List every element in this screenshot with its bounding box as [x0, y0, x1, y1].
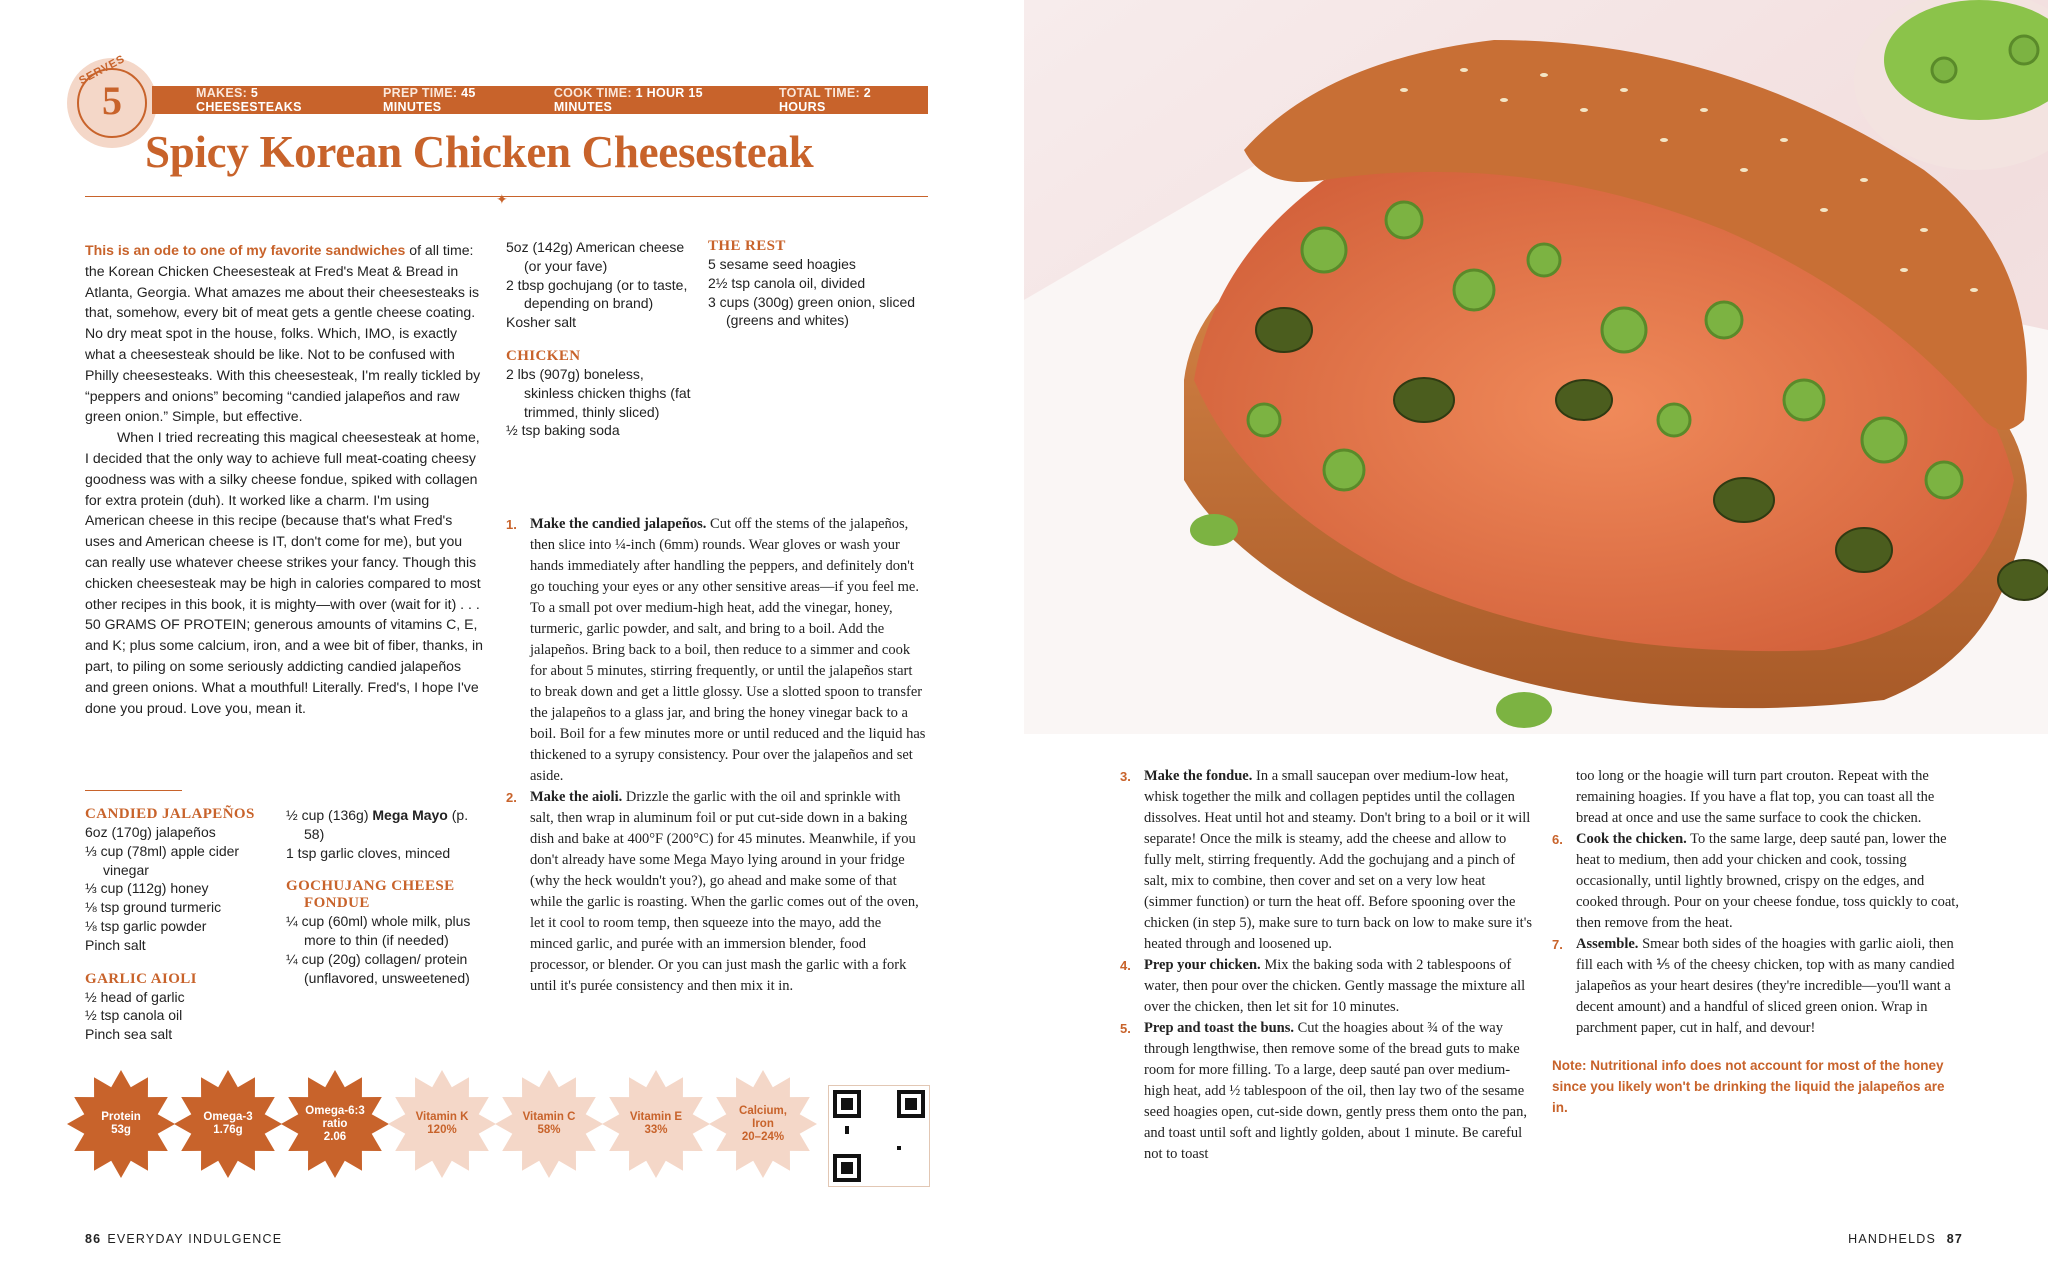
nutrient-name: Vitamin C — [522, 1111, 576, 1123]
step-text: Smear both sides of the hoagies with garlic aioli, then fill each with ⅕ of the cheesy chicken, top with as many candied jalapeños as your heart desires (they're incredible—you'll want a decent amount) and a handful of sliced green onion. Wrap in parchment paper, cut in half, and devour! — [1576, 936, 1955, 1036]
ingredient: 5 sesame seed hoagies — [708, 256, 856, 272]
intro-lead: This is an ode to one of my favorite sandwiches — [85, 242, 406, 258]
meta-label: MAKES: — [196, 86, 248, 100]
mayo-qty: ½ cup (136g) — [286, 807, 373, 823]
ingredient: Pinch salt — [85, 936, 146, 953]
meta-value: 1 HOUR 15 MINUTES — [553, 86, 703, 114]
step-title: Make the aioli. — [530, 789, 623, 805]
step-4 — [1120, 955, 1532, 1018]
ingredients-col-3 — [506, 238, 696, 440]
intro-p2: When I tried recreating this magical cheesesteak at home, I decided that the only way to achieve full meat-coating cheesy goodness was with a silky cheese fondue, spiked with collagen for extra protein (duh). It worked like a charm. I'm using American cheese in this recipe (because that's what Fred's uses and American cheese is IT, don't come for me), but you can really use whatever cheese strikes your fancy. Though this chicken cheesesteak may be high in calories compared to most other recipes in this book, it is mighty—with over (wait for it) . . . 50 GRAMS OF PROTEIN; generous amounts of vitamins C, E, and K; plus some calcium, iron, and a wee bit of fiber, thanks, in part, to piling on some seriously addicting candied jalapeños and green onions. What a mouthful! Literally. Fred's, I hope I've done you proud. Love you, mean it. — [85, 429, 483, 716]
ingredient: Kosher salt — [506, 314, 577, 331]
nutrient-name: Protein — [101, 1111, 141, 1123]
step-text: Cut the hoagies about ¾ of the way through lengthwise, then remove some of the bread guts to make room for more filling. To a large, deep sauté pan over medium-high heat, add ½ tablespoon of the oil, then lay two of the sesame seed hoagies open, cut-side down, gently press them onto the pan, and toast until soft and lightly golden, about 1 minute. Be careful not to toast — [1144, 1020, 1527, 1162]
step-title: Prep and toast the buns. — [1144, 1020, 1294, 1036]
candied-heading: CANDIED JALAPEÑOS — [85, 806, 255, 822]
ingredients-col-2 — [286, 806, 486, 988]
meta-makes — [196, 86, 361, 114]
nutrient-value: 58% — [537, 1124, 561, 1136]
nutrition-badge — [279, 1068, 391, 1180]
nutrition-badge — [386, 1068, 498, 1180]
ingredient: Pinch sea salt — [85, 1026, 173, 1043]
nutrition-badge — [172, 1068, 284, 1180]
sandwich-photo — [1024, 0, 2048, 734]
step-title: Prep your chicken. — [1144, 957, 1261, 973]
ingredient: 2 lbs (907g) boneless, skinless chicken thighs (fat trimmed, thinly sliced) — [506, 365, 691, 420]
step-text: Mix the baking soda with 2 tablespoons of water, then pour over the chicken. Gently massage the mixture all over the chicken, then let sit for 10 minutes. — [1144, 957, 1526, 1015]
folio-right — [1848, 1232, 1963, 1246]
nutrient-value: 20–24% — [741, 1130, 785, 1143]
ingredient: ¼ cup (20g) collagen/ protein (unflavored, unsweetened) — [286, 950, 470, 986]
step-text: Drizzle the garlic with the oil and sprinkle with salt, then wrap in aluminum foil or put cut-side down in a baking dish and bake at 400°F (200°C) for 45 minutes. Meanwhile, if you don't already have some Mega Mayo lying around in your fridge (why the heck wouldn't you?), go ahead and make some of that while the garlic is roasting. When the garlic comes out of the oven, let it cool to room temp, then squeeze into the mayo, add the minced garlic, and purée with an immersion blender, food processor, or blender. Or you can just mash the garlic with a fork until it's purée consistency and then mix it in. — [530, 789, 919, 994]
nutrition-badge — [65, 1068, 177, 1180]
step-2 — [506, 787, 926, 997]
nutrient-name: Vitamin E — [629, 1111, 683, 1123]
nutrient-value: 53g — [111, 1124, 131, 1136]
chicken-heading: CHICKEN — [506, 347, 581, 364]
qr-code-image — [829, 1086, 929, 1186]
page-number: 86 — [85, 1232, 102, 1246]
note-text: Nutritional info does not account for most of the honey since you likely won't be drinking the liquid the jalapeños are in. — [1552, 1058, 1945, 1115]
nutrition-badge — [707, 1068, 819, 1180]
nutrient-name: Vitamin K — [415, 1111, 469, 1123]
serves-value: 5 — [102, 78, 122, 123]
step-title: Cook the chicken. — [1576, 831, 1687, 847]
step-1 — [506, 514, 926, 787]
ingredient: ½ tsp canola oil — [85, 1007, 183, 1024]
step-title: Make the fondue. — [1144, 768, 1253, 784]
recipe-meta-bar — [152, 86, 928, 114]
step-number: 6. — [1552, 832, 1563, 847]
meta-value: 2 HOURS — [778, 86, 872, 114]
ingredient: ½ head of garlic — [85, 988, 185, 1005]
intro-p1: of all time: the Korean Chicken Cheesesteak at Fred's Meat & Bread in Atlanta, Georgia. What amazes me about their cheesesteaks is that, somehow, every bit of meat gets a gentle cheese coating. No dry meat spot in the house, folks. Which, IMO, is exactly what a cheesesteak should be like. Not to be confused with Philly cheesesteaks. With this cheesesteak, I'm really tickled by “peppers and onions” becoming “candied jalapeños and raw green onion.” Simple, but effective. — [85, 242, 481, 425]
section-rule — [85, 790, 182, 791]
meta-label: COOK TIME: — [553, 86, 632, 100]
ingredient: 6oz (170g) jalapeños — [85, 824, 216, 840]
nutrient-name: Omega-6:3 ratio — [305, 1104, 365, 1130]
aioli-heading: GARLIC AIOLI — [85, 970, 197, 987]
step-7 — [1552, 934, 1964, 1039]
section-name: HANDHELDS — [1848, 1232, 1936, 1246]
ingredient: 1 tsp garlic cloves, minced — [286, 844, 451, 861]
ingredient-text: ⅓ cup (78ml) apple cider vinegar — [85, 842, 240, 878]
nutrient-value: 1.76g — [213, 1124, 243, 1136]
section-name: EVERYDAY INDULGENCE — [107, 1232, 283, 1246]
meta-value: 45 MINUTES — [383, 86, 476, 114]
serves-badge — [67, 52, 157, 148]
step-number: 4. — [1120, 958, 1131, 973]
ingredient: 2 tbsp gochujang (or to taste, depending on brand) — [506, 276, 688, 312]
step-text: Cut off the stems of the jalapeños, then slice into ¼-inch (6mm) rounds. Wear gloves or wash your hands immediately after handling the peppers, and definitely don't go touching your eyes or any other sensitive areas—if you feel me. To a small pot over medium-high heat, add the vinegar, honey, turmeric, garlic powder, and salt, and bring to a boil. Add the jalapeños. Bring back to a boil, then reduce to a simmer and cook for about 5 minutes, stirring frequently, or until the jalapeños start to break down and get a little glossy. Use a slotted spoon to transfer the jalapeños to a glass jar, and bring the honey vinegar back to a boil. Boil for a few minutes more or until reduced and the liquid has thickened to a syrupy consistency. Pour over the jalapeños and set aside. — [530, 516, 926, 784]
ingredient: ⅛ tsp garlic powder — [85, 917, 207, 934]
step-number: 1. — [506, 517, 517, 532]
step-number: 7. — [1552, 937, 1563, 952]
ingredients-col-4 — [708, 238, 928, 330]
note-label: Note: — [1552, 1058, 1587, 1073]
step-6 — [1552, 829, 1964, 934]
method-steps-right-b — [1552, 766, 1964, 1132]
step-text: To the same large, deep sauté pan, lower the heat to medium, then add your chicken and cook, tossing occasionally, until lightly browned, crispy on the edges, and cooked through. Pour on your cheese fondue, toss quickly to coat, then remove from the heat. — [1576, 831, 1959, 931]
step-text: too long or the hoagie will turn part crouton. Repeat with the remaining hoagies. If you have a flat top, you can toast all the bread at once and use the same surface to cook the chicken. — [1576, 768, 1935, 826]
ingredient — [85, 842, 275, 880]
meta-cook — [554, 86, 757, 114]
step-3 — [1120, 766, 1532, 955]
serves-label: SERVES — [77, 52, 128, 88]
intro-text — [85, 240, 485, 718]
step-5 — [1120, 1018, 1532, 1165]
nutrient-value: 2.06 — [323, 1130, 347, 1143]
step-5-continued — [1552, 766, 1964, 829]
meta-label: TOTAL TIME: — [778, 86, 861, 100]
cheesesteak-illustration — [1024, 0, 2048, 734]
folio-left — [85, 1232, 282, 1246]
rest-heading: THE REST — [708, 238, 786, 254]
ingredient: 2½ tsp canola oil, divided — [708, 274, 866, 291]
ingredient-mayo — [286, 806, 486, 844]
nutrition-note — [1552, 1055, 1964, 1118]
nutrition-badge — [493, 1068, 605, 1180]
star-ornament-icon: ✦ — [496, 191, 508, 207]
page-number: 87 — [1946, 1232, 1963, 1246]
method-steps-right-a — [1120, 766, 1532, 1165]
meta-label: PREP TIME: — [383, 86, 458, 100]
mayo-ref: (p. 58) — [304, 807, 469, 842]
ingredient: ⅓ cup (112g) honey — [85, 880, 209, 897]
step-text: In a small saucepan over medium-low heat, whisk together the milk and collagen peptides until the collagen dissolves. Heat until hot and steamy. Don't bring to a boil or it will separate! Once the milk is steamy, add the cheese and allow to fully melt, stirring frequently. Add the gochujang and a pinch of salt, mix to combine, then cover and set on a very low heat (simmer function) or turn the heat off. Before spooning over the chicken (in step 5), make sure to turn back on low to make sure it's heated through and loosened up. — [1144, 768, 1532, 952]
nutrition-badge — [600, 1068, 712, 1180]
ingredients-col-1 — [85, 806, 275, 1044]
step-title: Assemble. — [1576, 936, 1639, 952]
nutrient-name: Calcium, Iron — [739, 1104, 787, 1130]
meta-total — [779, 86, 916, 114]
ingredient: ½ tsp baking soda — [506, 422, 620, 439]
ingredient: 3 cups (300g) green onion, sliced (greens and whites) — [708, 293, 916, 329]
recipe-title: Spicy Korean Chicken Cheesesteak — [145, 127, 814, 177]
method-steps-left — [506, 514, 926, 997]
ingredient: 5oz (142g) American cheese (or your fave) — [506, 239, 685, 274]
mayo-name: Mega Mayo — [372, 807, 448, 823]
meta-prep — [383, 86, 532, 114]
meta-value: 5 CHEESESTEAKS — [196, 86, 302, 114]
nutrient-value: 33% — [644, 1124, 668, 1136]
step-title: Make the candied jalapeños. — [530, 516, 707, 532]
step-number: 3. — [1120, 769, 1131, 784]
step-number: 5. — [1120, 1021, 1131, 1036]
fondue-heading: GOCHUJANG CHEESE FONDUE — [286, 878, 455, 912]
qr-code[interactable] — [828, 1085, 930, 1187]
nutrient-value: 120% — [427, 1124, 457, 1136]
step-number: 2. — [506, 790, 517, 805]
nutrient-name: Omega-3 — [203, 1111, 253, 1123]
ingredient: ⅛ tsp ground turmeric — [85, 899, 222, 916]
ingredient: ¼ cup (60ml) whole milk, plus more to thin (if needed) — [286, 913, 471, 949]
